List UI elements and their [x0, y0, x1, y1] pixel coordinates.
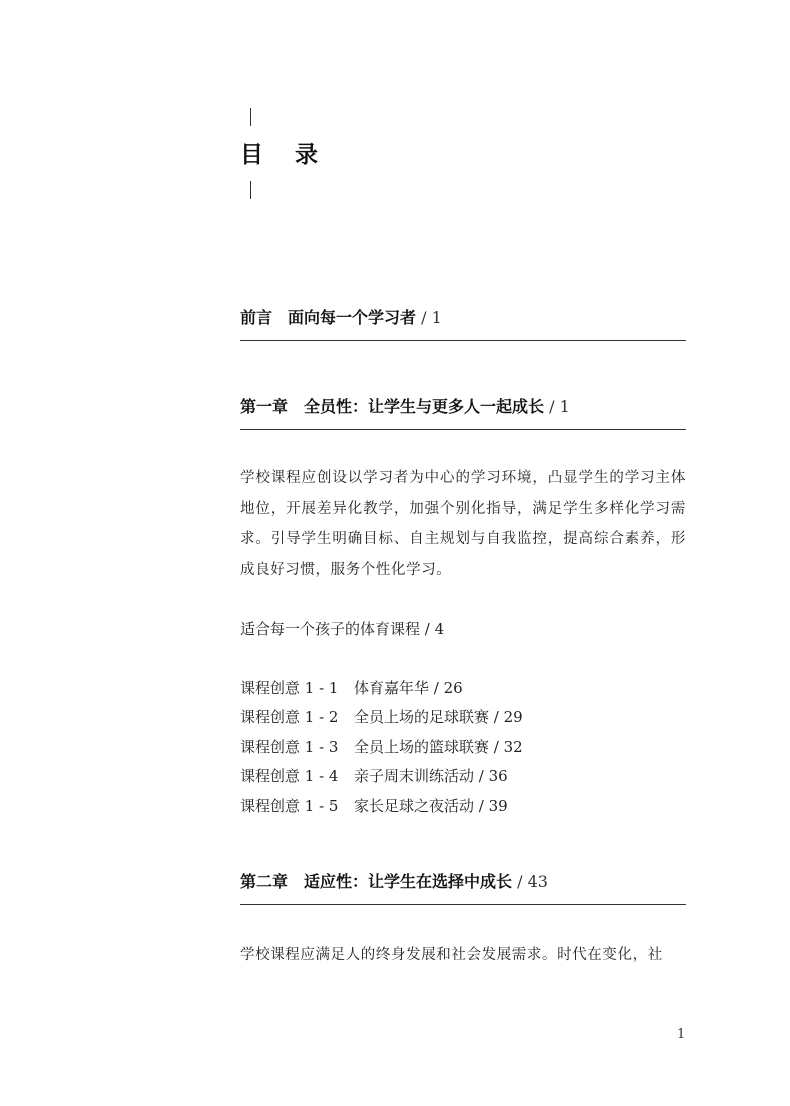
- section-page: / 4: [420, 620, 445, 638]
- toc-entry-chapter1[interactable]: [240, 396, 686, 418]
- creative-code: 课程创意 1 - 1: [240, 679, 339, 697]
- preface-title: 面向每一个学习者: [288, 308, 417, 327]
- creative-item[interactable]: [240, 677, 523, 706]
- creative-code: 课程创意 1 - 5: [240, 796, 339, 815]
- creative-page: / 32: [489, 737, 523, 756]
- chapter1-intro: 学校课程应创设以学习者为中心的学习环境，凸显学生的学习主体地位，开展差异化教学，加强个别化指导，满足学生多样化学习需求。引导学生明确目标、自主规划与自我监控，提高综合素养，形成良好习惯，服务个性化学习。: [240, 470, 686, 578]
- toc-entry-preface[interactable]: [240, 307, 686, 329]
- creative-item[interactable]: [240, 765, 523, 794]
- chapter2-divider: [240, 904, 686, 905]
- creative-title: 体育嘉年华: [354, 679, 430, 697]
- creative-item[interactable]: [240, 795, 523, 824]
- toc-entry-chapter2[interactable]: [240, 871, 686, 893]
- creative-title: 全员上场的篮球联赛: [354, 737, 490, 756]
- chapter1-divider: [240, 429, 686, 430]
- toc-title: 目 录: [240, 142, 331, 168]
- creative-code: 课程创意 1 - 4: [240, 767, 339, 786]
- creative-title: 家长足球之夜活动: [354, 796, 475, 815]
- creative-title: 亲子周末训练活动: [354, 767, 475, 786]
- chapter2-page: / 43: [512, 872, 548, 891]
- chapter1-label: 第一章: [240, 397, 289, 416]
- page-number: 1: [677, 1027, 686, 1042]
- section-title: 适合每一个孩子的体育课程: [240, 620, 421, 638]
- creative-list: [240, 677, 523, 824]
- chapter1-title: 全员性：让学生与更多人一起成长: [304, 397, 545, 416]
- creative-item[interactable]: [240, 706, 523, 735]
- creative-code: 课程创意 1 - 2: [240, 708, 339, 727]
- chapter1-page: / 1: [544, 397, 570, 416]
- creative-code: 课程创意 1 - 3: [240, 737, 339, 756]
- chapter2-intro: 学校课程应满足人的终身发展和社会发展需求。时代在变化，社: [240, 947, 663, 963]
- chapter2-title: 适应性：让学生在选择中成长: [304, 872, 513, 891]
- preface-page: / 1: [416, 308, 442, 327]
- preface-label: 前言: [240, 308, 273, 327]
- preface-divider: [240, 340, 686, 341]
- creative-page: / 36: [474, 767, 508, 786]
- creative-page: / 26: [429, 679, 463, 697]
- chapter2-label: 第二章: [240, 872, 289, 891]
- creative-item[interactable]: [240, 736, 523, 765]
- creative-page: / 39: [474, 796, 508, 815]
- title-top-tick: [250, 108, 251, 126]
- creative-title: 全员上场的足球联赛: [354, 708, 490, 727]
- title-bottom-tick: [250, 181, 251, 199]
- toc-entry-section-pe[interactable]: [240, 618, 444, 640]
- creative-page: / 29: [489, 708, 523, 727]
